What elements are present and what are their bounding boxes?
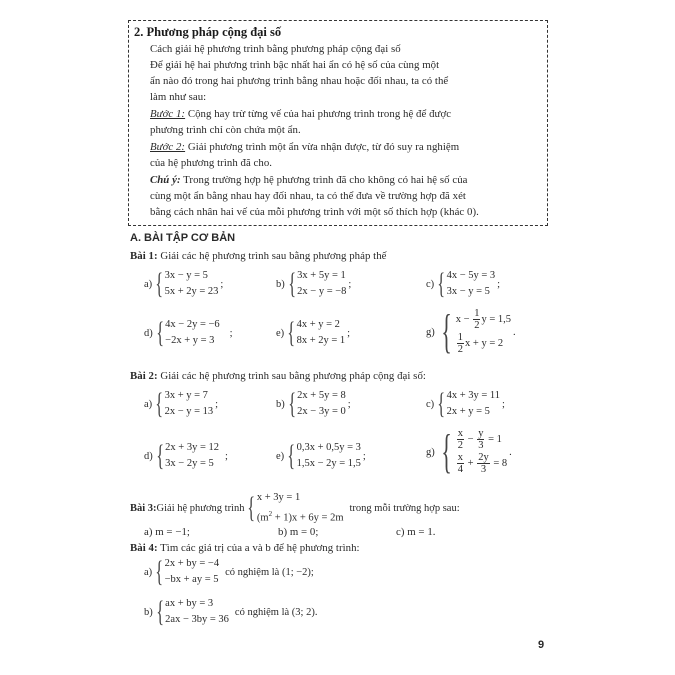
bai4-text: Tìm các giá trị của a và b để hệ phương trình:	[157, 542, 360, 554]
equation: 8x + 2y = 1	[296, 335, 346, 346]
brace-icon: {	[437, 387, 446, 420]
numerator: 1	[474, 308, 480, 320]
equation: 1,5x − 2y = 1,5	[296, 458, 361, 469]
bai1-system-b	[276, 268, 351, 300]
denominator: 4	[457, 464, 464, 476]
system-label: b)	[276, 398, 285, 410]
equation: −2x + y = 3	[165, 335, 215, 346]
fraction	[457, 332, 464, 355]
bai4-system-b	[144, 596, 317, 628]
bai2-system-e	[276, 440, 366, 472]
step1-label: Bước 1:	[150, 108, 186, 120]
note-text: Trong trường hợp hệ phương trình đã cho không có hai hệ số của	[180, 174, 468, 186]
bai1-text: Giải các hệ phương trình sau bằng phương pháp thế	[157, 250, 387, 262]
note-cont-2: bằng cách nhân hai vế của mỗi phương trình với một số thích hợp (khác 0).	[150, 206, 479, 218]
eq-part: +	[465, 458, 477, 469]
exponent: 2	[268, 510, 273, 518]
brace-icon: {	[441, 425, 452, 478]
equation: 2ax − 3by = 36	[165, 614, 229, 625]
system-suffix: .	[509, 446, 512, 458]
bai3-case-a: a) m = −1;	[144, 526, 190, 538]
brace-icon: {	[437, 267, 446, 300]
equation: 2x + by = −4	[164, 558, 220, 569]
theory-intro-2: ẩn nào đó trong hai phương trình bằng nhau hoặc đối nhau, ta có thể	[150, 75, 449, 87]
system-label: e)	[276, 450, 285, 462]
fraction	[477, 428, 484, 451]
eq-part: = 8	[490, 458, 508, 469]
system-label: c)	[426, 278, 435, 290]
equation: 2x + 5y = 8	[297, 390, 346, 401]
equation: 0,3x + 0,5y = 3	[296, 442, 361, 453]
bai3-text: Giải hệ phương trình	[156, 502, 245, 514]
system-suffix: có nghiệm là (3; 2).	[234, 606, 318, 618]
equation	[456, 332, 511, 356]
bai1-system-c	[426, 268, 500, 300]
equation: 4x + 3y = 11	[446, 390, 501, 401]
equation	[456, 452, 507, 476]
numerator: y	[478, 428, 484, 440]
bai4-heading	[130, 542, 360, 554]
step2	[150, 141, 459, 153]
equation: 3x − y = 5	[446, 286, 490, 297]
denominator: 2	[457, 344, 464, 356]
equation: 2x − 3y = 0	[297, 406, 346, 417]
eq-part: = 1	[485, 434, 502, 445]
equation: 3x − 2y = 5	[165, 458, 214, 469]
denominator: 3	[478, 440, 484, 452]
note-label: Chú ý:	[150, 174, 181, 186]
system-suffix: ;	[229, 327, 233, 339]
equation: 2x + 3y = 12	[165, 442, 219, 453]
step2-label: Bước 2:	[150, 141, 186, 153]
bai1-system-d	[144, 317, 233, 349]
system-suffix: ;	[497, 278, 501, 290]
bai2-heading	[130, 370, 426, 382]
bai3-case-c: c) m = 1.	[396, 526, 436, 538]
brace-icon: {	[247, 491, 256, 525]
note	[150, 174, 467, 186]
equation: 3x − y = 5	[164, 270, 208, 281]
equation: 3x + y = 7	[164, 390, 208, 401]
system-label: g)	[426, 446, 435, 458]
brace-icon: {	[287, 267, 296, 300]
fraction	[477, 452, 490, 475]
system-suffix: ;	[347, 327, 351, 339]
step2-cont: của hệ phương trình đã cho.	[150, 157, 273, 169]
bai3-heading	[130, 490, 460, 527]
system-label: g)	[426, 326, 435, 338]
fraction	[473, 308, 480, 331]
system-label: d)	[144, 450, 153, 462]
eq-part: (m	[256, 512, 269, 524]
bai3-case-b: b) m = 0;	[278, 526, 319, 538]
brace-icon: {	[155, 595, 164, 628]
bai4-system-a	[144, 556, 314, 588]
equation: 3x + 5y = 1	[297, 270, 346, 281]
brace-icon: {	[287, 439, 296, 472]
bai1-system-a	[144, 268, 223, 300]
theory-intro-1: Để giải hệ hai phương trình bậc nhất hai ẩn có hệ số của cùng một	[150, 59, 440, 71]
eq-part: y = 1,5	[481, 314, 512, 325]
system-label: a)	[144, 566, 153, 578]
section-heading: A. BÀI TẬP CƠ BẢN	[130, 232, 236, 244]
bai1-label: Bài 1:	[130, 250, 158, 262]
system-label: a)	[144, 278, 153, 290]
numerator: x	[457, 452, 464, 464]
brace-icon: {	[155, 555, 164, 588]
bai1-heading	[130, 250, 387, 262]
step1	[150, 108, 451, 120]
equation	[456, 428, 507, 452]
numerator: x	[457, 428, 464, 440]
equation: 2x + y = 5	[446, 406, 490, 417]
page-number: 9	[538, 639, 545, 651]
brace-icon: {	[155, 387, 164, 420]
denominator: 2	[457, 440, 464, 452]
bai2-system-b	[276, 388, 351, 420]
bai4-label: Bài 4:	[130, 542, 158, 554]
step2-text: Giải phương trình một ẩn vừa nhận được, từ đó suy ra nghiệm	[185, 141, 460, 153]
system-suffix: ;	[220, 278, 224, 290]
numerator: 2y	[478, 452, 489, 464]
fraction	[457, 428, 464, 451]
system-suffix: ;	[362, 450, 366, 462]
bai1-system-g	[426, 305, 516, 358]
system-suffix: ;	[347, 398, 351, 410]
system-suffix: ;	[502, 398, 505, 410]
system-label: b)	[276, 278, 285, 290]
system-suffix: ;	[225, 450, 228, 462]
bai3-label: Bài 3:	[130, 502, 157, 514]
bai2-label: Bài 2:	[130, 370, 158, 382]
theory-title: 2. Phương pháp cộng đại số	[134, 25, 282, 39]
numerator: 1	[457, 332, 464, 344]
equation	[257, 506, 344, 527]
system-suffix: ;	[215, 398, 219, 410]
system-label: a)	[144, 398, 153, 410]
brace-icon: {	[287, 316, 296, 349]
eq-part: x −	[455, 314, 473, 325]
bai3-after: trong mỗi trường hợp sau:	[349, 502, 460, 514]
equation	[456, 308, 511, 332]
bai2-system-c	[426, 388, 505, 420]
equation: 4x + y = 2	[296, 319, 340, 330]
brace-icon: {	[441, 305, 452, 358]
system-label: e)	[276, 327, 285, 339]
system-label: d)	[144, 327, 153, 339]
eq-part: x + y = 2	[465, 338, 504, 349]
system-suffix: ;	[348, 278, 352, 290]
eq-part: −	[465, 434, 477, 445]
brace-icon: {	[155, 439, 164, 472]
brace-icon: {	[287, 387, 296, 420]
eq-part: + 1)x + 6y = 2m	[272, 512, 344, 524]
equation: 4x − 5y = 3	[446, 270, 496, 281]
equation: 2x − y = −8	[297, 286, 347, 297]
bai2-text: Giải các hệ phương trình sau bằng phương pháp cộng đại số:	[157, 370, 426, 382]
step1-cont: phương trình chỉ còn chứa một ẩn.	[150, 124, 301, 136]
note-cont-1: cùng một ẩn bằng nhau hay đối nhau, ta có thể đưa về trường hợp đã xét	[150, 190, 466, 202]
system-suffix: .	[513, 326, 516, 338]
system-label: c)	[426, 398, 435, 410]
bai2-system-a	[144, 388, 218, 420]
brace-icon: {	[155, 267, 164, 300]
equation: 4x − 2y = −6	[165, 319, 220, 330]
brace-icon: {	[155, 316, 164, 349]
theory-intro-3: làm như sau:	[150, 91, 207, 103]
fraction	[457, 452, 464, 475]
equation: 2x − y = 13	[164, 406, 214, 417]
bai2-system-d	[144, 440, 228, 472]
denominator: 2	[474, 320, 480, 332]
denominator: 3	[480, 464, 487, 476]
step1-text: Cộng hay trừ từng vế của hai phương trình trong hệ để được	[185, 108, 452, 120]
bai1-system-e	[276, 317, 350, 349]
theory-subtitle: Cách giải hệ phương trình bằng phương pháp cộng đại số	[150, 43, 401, 55]
system-suffix: có nghiệm là (1; −2);	[225, 566, 314, 578]
equation: 5x + 2y = 23	[164, 286, 219, 297]
system-label: b)	[144, 606, 153, 618]
equation: x + 3y = 1	[256, 492, 301, 503]
bai2-system-g	[426, 425, 512, 478]
equation: ax + by = 3	[165, 598, 214, 609]
equation: −bx + ay = 5	[164, 574, 219, 585]
